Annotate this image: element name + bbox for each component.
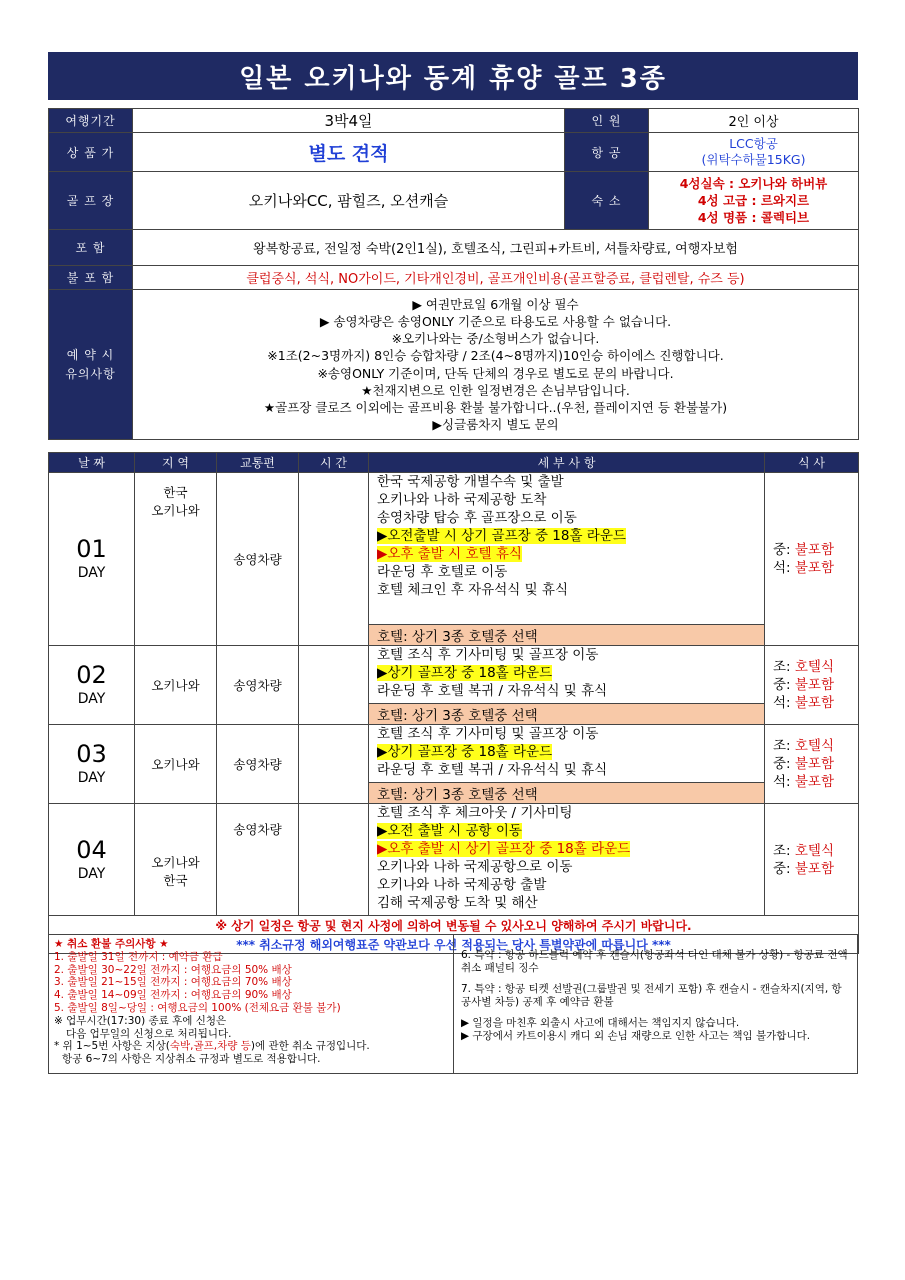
day-label: DAY	[77, 770, 106, 786]
price-label: 상 품 가	[49, 133, 133, 172]
time-cell	[299, 725, 369, 804]
cancel-policy-box	[48, 934, 858, 1074]
header-region: 지 역	[135, 453, 217, 473]
meal-value: 불포함	[794, 560, 835, 576]
day-number: 02	[76, 661, 107, 689]
transport-cell: 송영차량	[217, 646, 299, 725]
golf-value: 오키나와CC, 팜힐즈, 오션캐슬	[133, 172, 565, 230]
transport-cell: 송영차량	[217, 473, 299, 646]
meal-type: 석:	[773, 774, 791, 790]
detail-line: 오키나와 나하 국제공항 출발	[377, 877, 547, 893]
details-cell	[369, 473, 765, 625]
detail-line: 라운딩 후 호텔로 이동	[377, 564, 508, 580]
day-label: DAY	[77, 865, 106, 882]
transport-cell: 송영차량	[217, 804, 299, 916]
meal-value: 불포함	[794, 677, 835, 693]
day-cell	[49, 473, 135, 646]
page-title: 일본 오키나와 동계 휴양 골프 3종	[48, 52, 858, 100]
detail-line: 라운딩 후 호텔 복귀 / 자유석식 및 휴식	[377, 762, 608, 778]
meal-type: 석:	[773, 695, 791, 711]
hotel-option-1: 4성실속 : 오키나와 하버뷰	[679, 176, 828, 191]
details-cell	[369, 804, 765, 916]
detail-line: ▶상기 골프장 중 18홀 라운드	[377, 665, 553, 681]
day-number: 03	[76, 740, 107, 768]
meal-value: 호텔식	[794, 659, 835, 675]
meals-cell	[765, 473, 859, 646]
detail-line: 호텔 체크인 후 자유석식 및 휴식	[377, 582, 568, 598]
detail-line: ▶상기 골프장 중 18홀 라운드	[377, 744, 553, 760]
people-value: 2인 이상	[649, 109, 859, 133]
day-cell	[49, 725, 135, 804]
day-number: 04	[76, 835, 107, 864]
detail-line: 송영차량 탑승 후 골프장으로 이동	[377, 510, 577, 526]
include-value: 왕복항공료, 전일정 숙박(2인1실), 호텔조식, 그린피+카트비, 셔틀차량료, 여행자보험	[133, 230, 859, 266]
meal-type: 조:	[773, 738, 791, 754]
cancel-rule: 2. 출발일 30~22일 전까지 : 여행요금의 50% 배상	[54, 963, 292, 976]
airline-label: 항 공	[565, 133, 649, 172]
region-cell: 오키나와	[135, 725, 217, 804]
meal-type: 중:	[773, 677, 791, 693]
hotel-note: 호텔: 상기 3종 호텔중 선택	[369, 704, 765, 725]
header-time: 시 간	[299, 453, 369, 473]
airline-cancel-note: 항공 6~7의 사항은 지상취소 규정과 별도로 적용합니다.	[62, 1053, 321, 1066]
note-line: ▶싱글룸차지 별도 문의	[432, 417, 559, 433]
meal-type: 중:	[773, 860, 791, 877]
note-line: ▶ 송영차량은 송영ONLY 기준으로 타용도로 사용할 수 없습니다.	[319, 313, 672, 329]
cancel-title: ★ 취소 환불 주의사항 ★	[54, 938, 169, 950]
detail-line: 한국 국제공항 개별수속 및 출발	[377, 474, 564, 490]
note-line: ★골프장 클로즈 이외에는 골프비용 환불 불가합니다..(우천, 플레이지연 등 환불불가)	[263, 399, 728, 415]
day-number: 01	[76, 535, 107, 563]
region-cell: 한국 오키나와	[135, 473, 217, 646]
notes-label-line-2: 유의사항	[65, 366, 116, 381]
detail-line: ▶오후 출발 시 호텔 휴식	[377, 546, 522, 562]
details-cell	[369, 646, 765, 704]
detail-line: ▶오전 출발 시 공항 이동	[377, 823, 522, 839]
ground-cancel-note-b: 숙박,골프,차량 등	[169, 1040, 251, 1053]
header-meals: 식 사	[765, 453, 859, 473]
details-cell	[369, 725, 765, 783]
meal-value: 불포함	[794, 860, 835, 877]
hotel-option-2: 4성 고급 : 르와지르	[697, 193, 810, 208]
period-value: 3박4일	[133, 109, 565, 133]
meal-value: 불포함	[794, 542, 835, 558]
hotel-option-3: 4성 명품 : 콜렉티브	[697, 210, 810, 225]
info-table	[48, 108, 859, 440]
detail-line: 호텔 조식 후 기사미팅 및 골프장 이동	[377, 726, 599, 742]
note-line: ※1조(2~3명까지) 8인승 승합차량 / 2조(4~8명까지)10인승 하이에스 진행합니다.	[267, 348, 724, 364]
transport-cell: 송영차량	[217, 725, 299, 804]
business-hours-note-2: 다음 업무일의 신청으로 처리됩니다.	[66, 1027, 232, 1040]
detail-line: 오키나와 나하 국제공항으로 이동	[377, 859, 573, 875]
region-cell: 오키나와	[135, 646, 217, 725]
cancel-rule: 3. 출발일 21~15일 전까지 : 여행요금의 70% 배상	[54, 976, 292, 989]
cancel-refund-rules	[49, 935, 454, 1073]
meal-value: 불포함	[794, 774, 835, 790]
ground-cancel-note	[54, 1040, 448, 1053]
cancel-policy-notice: *** 취소규정 해외여행표준 약관보다 우선 적용되는 당사 특별약관에 따릅니다 ***	[49, 935, 859, 954]
meals-cell	[765, 646, 859, 725]
region-cell: 오키나와 한국	[135, 804, 217, 916]
detail-line: ▶오전출발 시 상기 골프장 중 18홀 라운드	[377, 528, 626, 544]
note-line: ★천재지변으로 인한 일정변경은 손님부담입니다.	[361, 382, 630, 398]
time-cell	[299, 804, 369, 916]
meal-type: 조:	[773, 659, 791, 675]
time-cell	[299, 473, 369, 646]
people-label: 인 원	[565, 109, 649, 133]
ground-cancel-note-a: * 위 1~5번 사항은 지상(	[54, 1040, 170, 1053]
business-hours-note: ※ 업무시간(17:30) 종료 후에 신청은	[54, 1014, 227, 1027]
day-cell	[49, 804, 135, 916]
ground-cancel-note-c: )에 관한 취소 규정입니다.	[250, 1040, 370, 1053]
hotel-label: 숙 소	[565, 172, 649, 230]
meal-type: 석:	[773, 560, 791, 576]
hotel-note: 호텔: 상기 3종 호텔중 선택	[369, 783, 765, 804]
note-line: ※송영ONLY 기준이며, 단독 단체의 경우로 별도로 문의 바랍니다.	[317, 365, 674, 381]
period-label: 여행기간	[49, 109, 133, 133]
meal-type: 중:	[773, 756, 791, 772]
note-line: ※오키나와는 중/소형버스가 없습니다.	[391, 331, 600, 347]
reservation-notes	[133, 290, 859, 440]
detail-line: 호텔 조식 후 기사미팅 및 골프장 이동	[377, 647, 599, 663]
airline-baggage: (위탁수하물15KG)	[701, 152, 806, 167]
meals-cell	[765, 804, 859, 916]
meals-cell	[765, 725, 859, 804]
airline-value: LCC항공	[729, 136, 778, 151]
detail-line: ▶오후 출발 시 상기 골프장 중 18홀 라운드	[377, 841, 631, 857]
notes-label-line-1: 예 약 시	[66, 347, 115, 362]
meal-type: 조:	[773, 842, 791, 859]
cancel-rule: 5. 출발일 8일~당일 : 여행요금의 100% (전체요금 환불 불가)	[54, 1001, 341, 1014]
header-transport: 교통편	[217, 453, 299, 473]
day-label: DAY	[77, 565, 106, 581]
detail-line: 호텔 조식 후 체크아웃 / 기사미팅	[377, 805, 573, 821]
price-value: 별도 견적	[133, 133, 565, 172]
time-cell	[299, 646, 369, 725]
day-label: DAY	[77, 691, 106, 707]
header-date: 날 짜	[49, 453, 135, 473]
liability-notes: ▶ 일정을 마친후 외출시 사고에 대해서는 책임지지 않습니다. ▶ 구장에서 카트이용시 캐디 외 손님 재량으로 인한 사고는 책임 불가합니다.	[461, 1017, 811, 1042]
schedule-change-notice: ※ 상기 일정은 항공 및 현지 사정에 의하여 변동될 수 있사오니 양해하여 주시기 바랍니다.	[49, 916, 859, 935]
exclude-value: 클럽중식, 석식, NO가이드, 기타개인경비, 골프개인비용(골프할증료, 클럽렌탈, 슈즈 등)	[133, 266, 859, 290]
meal-value: 호텔식	[794, 842, 835, 859]
schedule-table	[48, 452, 859, 954]
cancel-rule: 1. 출발일 31일 전까지 : 예약금 환급	[54, 950, 223, 963]
golf-label: 골 프 장	[49, 172, 133, 230]
detail-line: 오키나와 나하 국제공항 도착	[377, 492, 547, 508]
meal-value: 불포함	[794, 695, 835, 711]
special-terms	[455, 935, 857, 1073]
header-details: 세 부 사 항	[369, 453, 765, 473]
special-term-7: 7. 특약 : 항공 티켓 선발권(그룹발권 및 전세기 포함) 후 캔슬시 - 캔슬차지(지역, 항공사별 차등) 공제 후 예약금 환불	[461, 983, 842, 1008]
special-term-6: 6. 특약 : 항공 하드블럭 예약 후 캔슬시(항공좌석 타인 대체 불가 상황) - 항공료 전액 취소 패널티 징수	[461, 949, 848, 974]
meal-value: 불포함	[794, 756, 835, 772]
day-cell	[49, 646, 135, 725]
meal-type: 중:	[773, 542, 791, 558]
cancel-rule: 4. 출발일 14~09일 전까지 : 여행요금의 90% 배상	[54, 989, 292, 1002]
meal-value: 호텔식	[794, 738, 835, 754]
hotel-note: 호텔: 상기 3종 호텔중 선택	[369, 625, 765, 646]
detail-line: 라운딩 후 호텔 복귀 / 자유석식 및 휴식	[377, 683, 608, 699]
exclude-label: 불 포 함	[49, 266, 133, 290]
detail-line: 김해 국제공항 도착 및 해산	[377, 895, 538, 911]
include-label: 포 함	[49, 230, 133, 266]
note-line: ▶ 여권만료일 6개월 이상 필수	[412, 296, 579, 312]
